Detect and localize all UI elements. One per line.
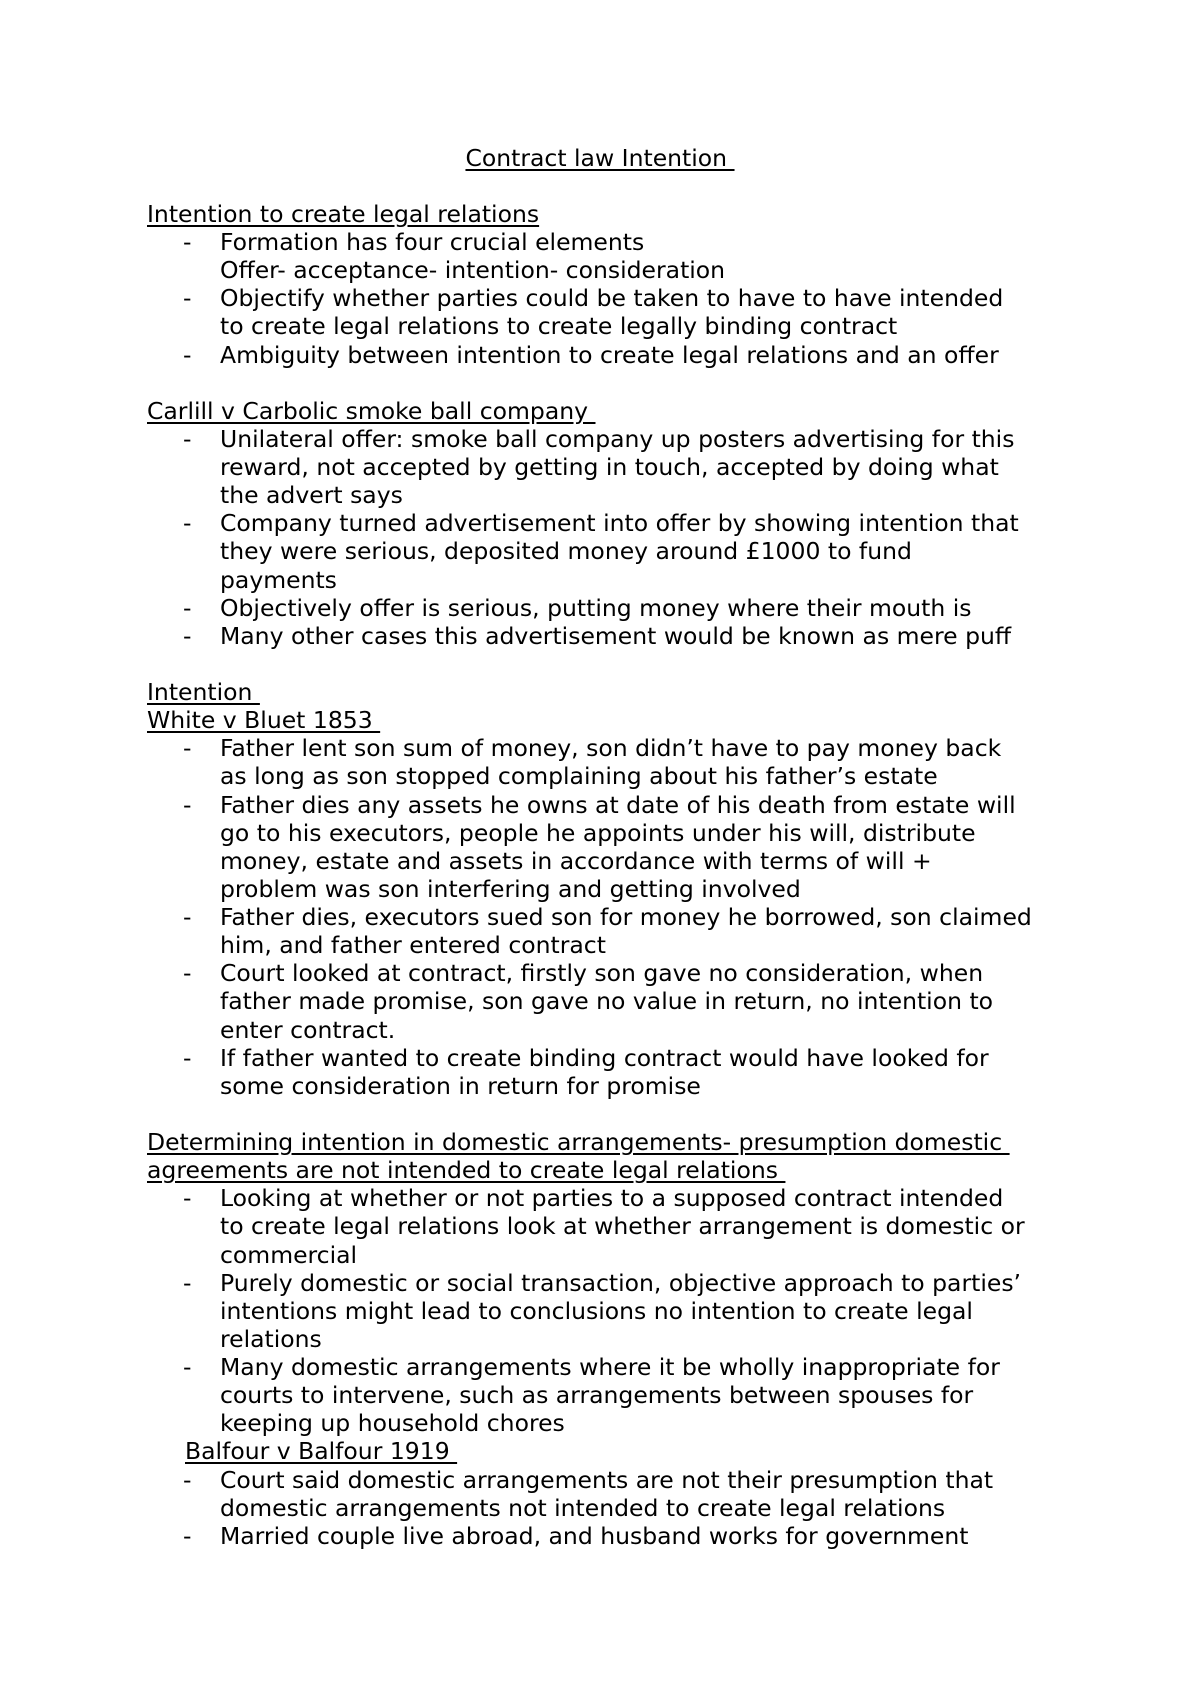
bullet-marker: - bbox=[183, 228, 192, 256]
bullet-marker: - bbox=[183, 959, 192, 987]
section-heading-carlill: Carlill v Carbolic smoke ball company bbox=[147, 397, 596, 425]
bullet-line: intentions might lead to conclusions no intention to create legal bbox=[220, 1297, 973, 1325]
bullet-marker: - bbox=[183, 509, 192, 537]
bullet-line: enter contract. bbox=[220, 1016, 396, 1044]
bullet-line: relations bbox=[220, 1325, 322, 1353]
bullet-line: Many domestic arrangements where it be wholly inappropriate for bbox=[220, 1353, 1000, 1381]
bullet-line: they were serious, deposited money around £1000 to fund bbox=[220, 537, 912, 565]
case-heading-white-v-bluet: White v Bluet 1853 bbox=[147, 706, 381, 734]
bullet-line: father made promise, son gave no value in return, no intention to bbox=[220, 987, 994, 1015]
bullet-line: Company turned advertisement into offer by showing intention that bbox=[220, 509, 1019, 537]
bullet-line: money, estate and assets in accordance with terms of will + bbox=[220, 847, 932, 875]
bullet-line: commercial bbox=[220, 1241, 358, 1269]
bullet-marker: - bbox=[183, 1184, 192, 1212]
section-heading-domestic-arrangements-cont: agreements are not intended to create legal relations bbox=[147, 1156, 786, 1184]
bullet-marker: - bbox=[183, 284, 192, 312]
bullet-line: Court said domestic arrangements are not their presumption that bbox=[220, 1466, 994, 1494]
bullet-line: Court looked at contract, firstly son gave no consideration, when bbox=[220, 959, 984, 987]
bullet-line: Purely domestic or social transaction, objective approach to parties’ bbox=[220, 1269, 1022, 1297]
bullet-line: to create legal relations look at whether arrangement is domestic or bbox=[220, 1212, 1025, 1240]
bullet-marker: - bbox=[183, 594, 192, 622]
bullet-marker: - bbox=[183, 1466, 192, 1494]
bullet-line: to create legal relations to create legally binding contract bbox=[220, 312, 898, 340]
bullet-line: Father lent son sum of money, son didn’t have to pay money back bbox=[220, 734, 1002, 762]
bullet-line: keeping up household chores bbox=[220, 1409, 565, 1437]
bullet-line: domestic arrangements not intended to create legal relations bbox=[220, 1494, 946, 1522]
bullet-line: problem was son interfering and getting involved bbox=[220, 875, 801, 903]
bullet-line: reward, not accepted by getting in touch, accepted by doing what bbox=[220, 453, 999, 481]
bullet-line: some consideration in return for promise bbox=[220, 1072, 701, 1100]
bullet-line: Objectively offer is serious, putting money where their mouth is bbox=[220, 594, 972, 622]
bullet-marker: - bbox=[183, 1269, 192, 1297]
bullet-marker: - bbox=[183, 425, 192, 453]
bullet-line: Father dies, executors sued son for money he borrowed, son claimed bbox=[220, 903, 1032, 931]
bullet-marker: - bbox=[183, 1353, 192, 1381]
bullet-line: If father wanted to create binding contract would have looked for bbox=[220, 1044, 989, 1072]
bullet-line: Father dies any assets he owns at date of his death from estate will bbox=[220, 791, 1016, 819]
bullet-line: courts to intervene, such as arrangements between spouses for bbox=[220, 1381, 974, 1409]
bullet-line: Ambiguity between intention to create legal relations and an offer bbox=[220, 341, 999, 369]
bullet-line: as long as son stopped complaining about his father’s estate bbox=[220, 762, 938, 790]
bullet-marker: - bbox=[183, 734, 192, 762]
bullet-line: Looking at whether or not parties to a supposed contract intended bbox=[220, 1184, 1004, 1212]
bullet-line: Offer- acceptance- intention- consideration bbox=[220, 256, 726, 284]
bullet-marker: - bbox=[183, 791, 192, 819]
bullet-line: the advert says bbox=[220, 481, 403, 509]
section-heading-intention: Intention bbox=[147, 678, 260, 706]
section-heading-domestic-arrangements: Determining intention in domestic arrangements- presumption domestic bbox=[147, 1128, 1010, 1156]
bullet-marker: - bbox=[183, 1044, 192, 1072]
bullet-marker: - bbox=[183, 622, 192, 650]
bullet-line: Objectify whether parties could be taken to have to have intended bbox=[220, 284, 1004, 312]
bullet-marker: - bbox=[183, 341, 192, 369]
bullet-line: him, and father entered contract bbox=[220, 931, 606, 959]
bullet-line: Many other cases this advertisement would be known as mere puff bbox=[220, 622, 1012, 650]
bullet-line: Unilateral offer: smoke ball company up posters advertising for this bbox=[220, 425, 1015, 453]
bullet-marker: - bbox=[183, 1522, 192, 1550]
case-heading-balfour-v-balfour: Balfour v Balfour 1919 bbox=[185, 1437, 458, 1465]
bullet-line: Formation has four crucial elements bbox=[220, 228, 645, 256]
section-heading-intention-legal-relations: Intention to create legal relations bbox=[147, 200, 540, 228]
document-title: Contract law Intention bbox=[465, 144, 735, 172]
bullet-line: payments bbox=[220, 566, 337, 594]
bullet-line: go to his executors, people he appoints under his will, distribute bbox=[220, 819, 976, 847]
bullet-line: Married couple live abroad, and husband works for government bbox=[220, 1522, 969, 1550]
bullet-marker: - bbox=[183, 903, 192, 931]
